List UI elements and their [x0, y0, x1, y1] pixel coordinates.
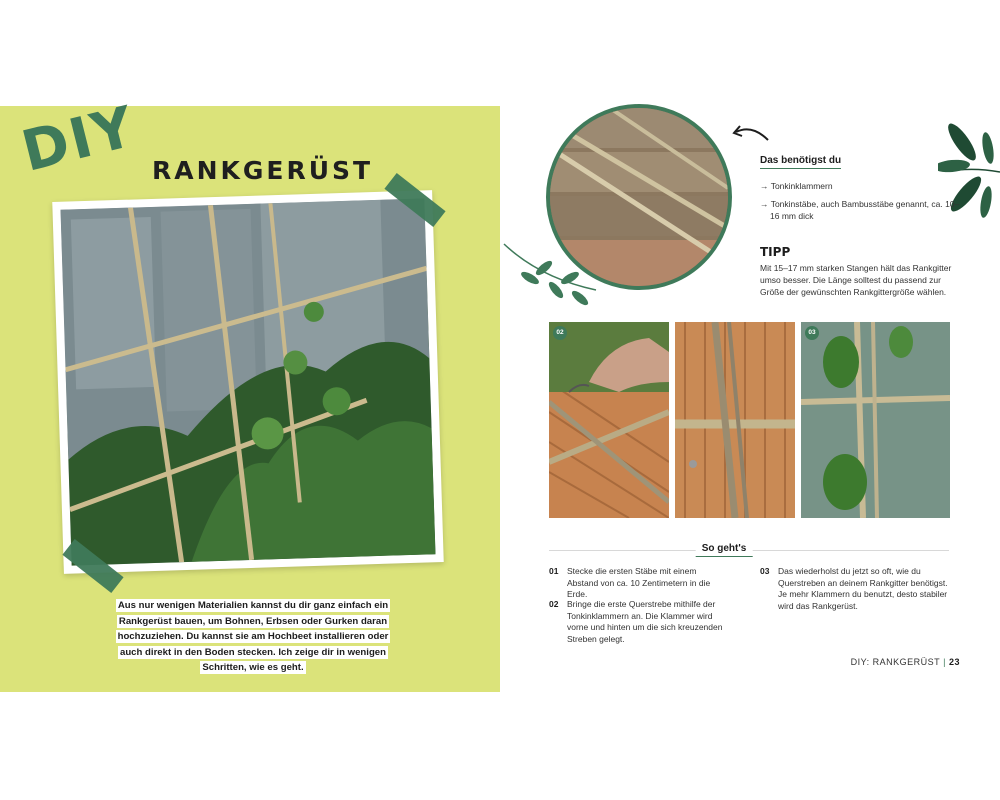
- list-item: → Tonkinklammern: [760, 181, 833, 191]
- step-photo-detail: [675, 322, 795, 518]
- howto-heading: So geht's: [696, 543, 753, 557]
- step-number: 03: [760, 566, 770, 576]
- diy-stamp: DIY: [15, 94, 142, 185]
- step-photo-03: [801, 322, 950, 518]
- main-photo-frame: [52, 190, 443, 574]
- footer-separator: |: [943, 657, 946, 667]
- leaf-sprig-icon: [500, 238, 600, 310]
- step-text: Bringe die erste Querstrebe mithilfe der Tonkinklammern an. Die Klammer wird vorne und hinten um die sich kreuzenden Streben gelegt.: [567, 599, 723, 644]
- materials-list: [760, 180, 960, 228]
- step-03: [760, 566, 955, 612]
- intro-text: Aus nur wenigen Materialien kannst du dir ganz einfach ein Rankgerüst bauen, um Bohnen, Erbsen oder Gurken daran hochzuziehen. Du kannst sie am Hochbeet installieren oder auch direkt in den Boden stecken. Ich zeige dir in wenigen Schritten, wie es geht.: [117, 600, 389, 674]
- step-02: [549, 599, 729, 645]
- step-text: Das wiederholst du jetzt so oft, wie du Querstreben an deinem Rankgitter benötigst. Je mehr Klammern du benutzt, desto stabiler wird das Rankgerüst.: [778, 566, 948, 611]
- curved-arrow-icon: [730, 122, 770, 144]
- step-number: 02: [549, 599, 559, 609]
- page-number: 23: [948, 657, 960, 667]
- step-badge: 02: [553, 326, 567, 340]
- footer-section: DIY: RANKGERÜST: [850, 657, 941, 667]
- main-photo-trellis: [60, 198, 435, 565]
- tip-text: Mit 15–17 mm starken Stangen hält das Rankgitter umso besser. Die Länge solltest du passend zur Größe der gewünschten Rankgittergröße wählen.: [760, 263, 952, 297]
- step-photo-02: [549, 322, 669, 518]
- step-number: 01: [549, 566, 559, 576]
- tip-heading: TIPP: [760, 245, 791, 259]
- page-title: RANKGERÜST: [152, 156, 374, 185]
- page-footer: [851, 657, 960, 667]
- step-text: Stecke die ersten Stäbe mit einem Abstand von ca. 10 Zentimetern in die Erde.: [567, 566, 711, 600]
- step-badge: 03: [805, 326, 819, 340]
- step-01: [549, 566, 729, 601]
- materials-heading: Das benötigst du: [760, 155, 841, 169]
- list-item: → Tonkinstäbe, auch Bambusstäbe genannt, ca. 10–16 mm dick: [760, 199, 960, 221]
